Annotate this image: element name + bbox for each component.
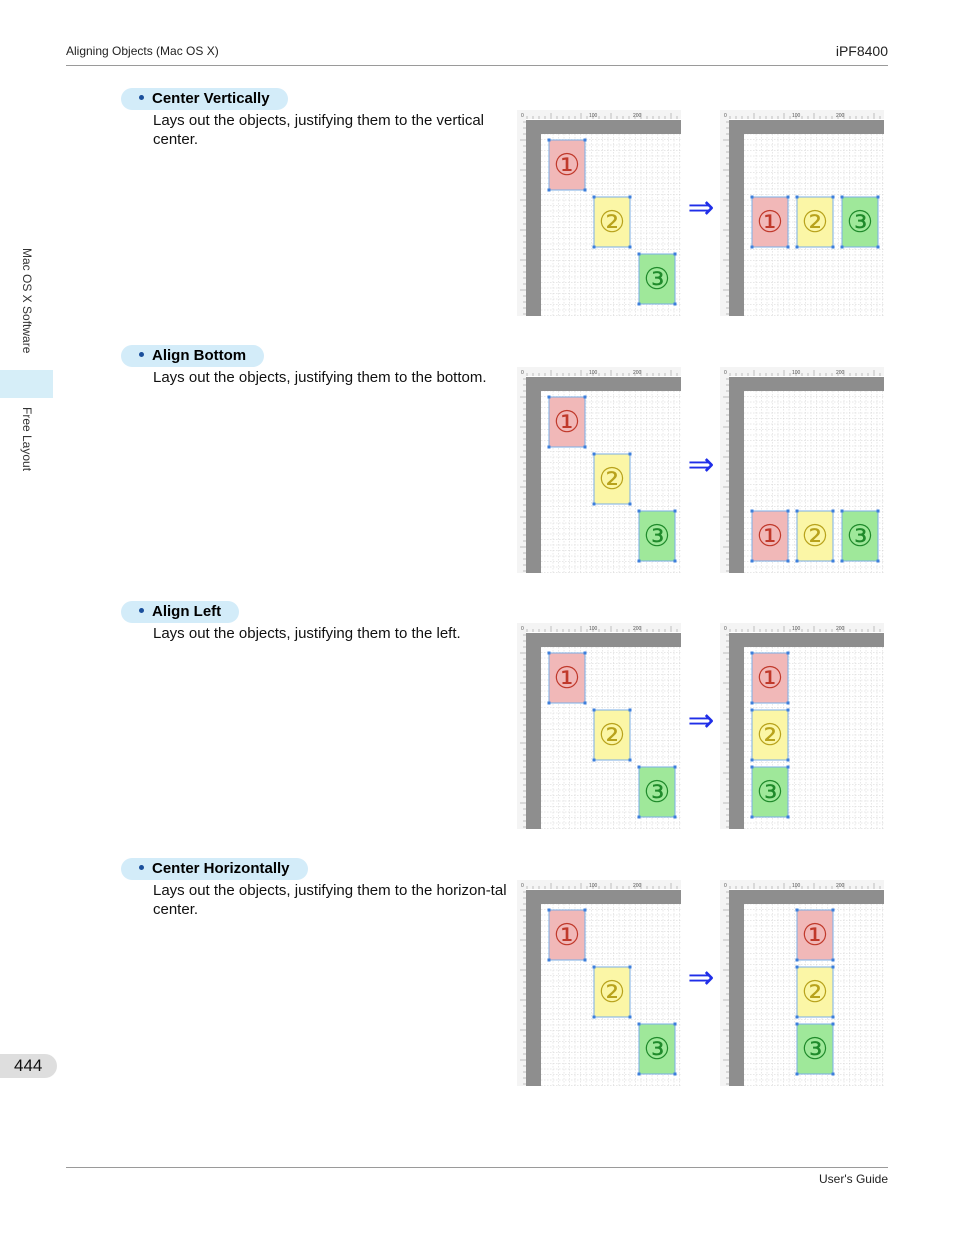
selection-handle: [796, 909, 799, 912]
selection-handle: [787, 510, 790, 513]
section-title: Center Horizontally: [152, 860, 290, 877]
selection-handle: [584, 189, 587, 192]
layout-object-2: [796, 510, 835, 563]
after-layout-window: [720, 110, 884, 316]
section-title: Align Bottom: [152, 347, 247, 364]
after-layout-window: [720, 367, 884, 573]
ruler-label: 0: [521, 113, 524, 119]
selection-handle: [787, 652, 790, 655]
layout-object-1: [548, 139, 587, 192]
selection-handle: [548, 959, 551, 962]
selection-handle: [751, 709, 754, 712]
layout-object-3: [638, 1023, 677, 1076]
selection-handle: [787, 196, 790, 199]
section-description: Lays out the objects, justifying them to the left.: [153, 625, 461, 642]
section-center-vertically: [120, 88, 890, 333]
page-margin-left: [526, 633, 541, 829]
selection-handle: [832, 196, 835, 199]
layout-object-1: [548, 652, 587, 705]
selection-handle: [593, 709, 596, 712]
selection-handle: [796, 196, 799, 199]
object-number: ②: [598, 718, 626, 753]
selection-handle: [796, 966, 799, 969]
page-margin-left: [526, 377, 541, 573]
alignment-figure: [517, 367, 885, 575]
object-number: ①: [553, 148, 581, 183]
arrow-icon: ⇒: [687, 445, 715, 483]
side-ruler: [517, 110, 526, 316]
selection-handle: [548, 652, 551, 655]
selection-handle: [832, 1023, 835, 1026]
selection-handle: [548, 909, 551, 912]
layout-object-3: [638, 510, 677, 563]
ruler-label: 200: [633, 883, 642, 889]
object-number: ①: [553, 661, 581, 696]
layout-object-1: [751, 652, 790, 705]
object-number: ③: [846, 205, 874, 240]
selection-handle: [796, 1023, 799, 1026]
window-canvas: [720, 623, 884, 829]
object-number: ②: [598, 462, 626, 497]
section-heading: [121, 858, 308, 880]
layout-object-3: [638, 766, 677, 819]
selection-handle: [832, 966, 835, 969]
selection-handle: [796, 1016, 799, 1019]
selection-handle: [796, 1073, 799, 1076]
object-number: ③: [756, 775, 784, 810]
ruler-label: 0: [521, 370, 524, 376]
selection-handle: [841, 196, 844, 199]
side-ruler: [517, 367, 526, 573]
selection-handle: [584, 702, 587, 705]
section-description: Lays out the objects, justifying them to the horizon-tal center.: [153, 882, 507, 918]
ruler-label: 200: [633, 113, 642, 119]
selection-handle: [674, 560, 677, 563]
selection-handle: [832, 560, 835, 563]
side-ruler: [720, 367, 729, 573]
selection-handle: [751, 816, 754, 819]
ruler-label: 100: [792, 626, 801, 632]
section-description: Lays out the objects, justifying them to the bottom.: [153, 369, 487, 386]
before-layout-window: [517, 367, 681, 573]
object-number: ③: [846, 519, 874, 554]
object-number: ①: [801, 918, 829, 953]
selection-handle: [674, 303, 677, 306]
selection-handle: [674, 766, 677, 769]
page-margin-top: [729, 377, 884, 391]
alignment-figure: [517, 623, 885, 831]
sidebar-chapter-label: Mac OS X Software: [20, 248, 34, 354]
selection-handle: [629, 453, 632, 456]
selection-handle: [584, 652, 587, 655]
before-layout-window: [517, 880, 681, 1086]
selection-handle: [832, 959, 835, 962]
running-header-model: iPF8400: [835, 43, 888, 59]
ruler-label: 0: [724, 626, 727, 632]
page-number: 444: [0, 1054, 57, 1078]
section-align-bottom: [120, 345, 890, 590]
selection-handle: [629, 1016, 632, 1019]
selection-handle: [787, 560, 790, 563]
page-margin-left: [729, 377, 744, 573]
selection-handle: [841, 246, 844, 249]
layout-object-2: [751, 709, 790, 762]
object-number: ③: [643, 1032, 671, 1067]
selection-handle: [787, 246, 790, 249]
selection-handle: [751, 560, 754, 563]
selection-handle: [674, 510, 677, 513]
layout-object-2: [796, 966, 835, 1019]
selection-handle: [674, 253, 677, 256]
ruler-label: 0: [521, 883, 524, 889]
page-margin-top: [729, 120, 884, 134]
page-margin-left: [526, 890, 541, 1086]
selection-handle: [638, 253, 641, 256]
object-number: ①: [756, 205, 784, 240]
layout-object-3: [638, 253, 677, 306]
selection-handle: [629, 196, 632, 199]
selection-handle: [877, 246, 880, 249]
layout-object-3: [751, 766, 790, 819]
section-title: Align Left: [152, 603, 222, 620]
ruler-label: 100: [589, 370, 598, 376]
footer-guide-title: User's Guide: [819, 1172, 888, 1186]
selection-handle: [674, 1023, 677, 1026]
selection-handle: [638, 303, 641, 306]
ruler-label: 100: [792, 883, 801, 889]
object-number: ①: [756, 661, 784, 696]
selection-handle: [548, 189, 551, 192]
object-number: ②: [598, 205, 626, 240]
ruler-label: 200: [633, 626, 642, 632]
ruler-label: 0: [724, 883, 727, 889]
selection-handle: [787, 816, 790, 819]
ruler-label: 0: [521, 626, 524, 632]
selection-handle: [593, 759, 596, 762]
object-number: ②: [801, 975, 829, 1010]
section-heading: [121, 345, 264, 367]
layout-object-3: [841, 510, 880, 563]
selection-handle: [638, 766, 641, 769]
ruler-label: 200: [633, 370, 642, 376]
layout-object-2: [593, 966, 632, 1019]
selection-handle: [629, 759, 632, 762]
selection-handle: [593, 966, 596, 969]
selection-handle: [548, 139, 551, 142]
selection-handle: [751, 652, 754, 655]
selection-handle: [832, 246, 835, 249]
selection-handle: [796, 510, 799, 513]
ruler-label: 200: [836, 626, 845, 632]
page-margin-left: [729, 890, 744, 1086]
running-header-section: Aligning Objects (Mac OS X): [66, 44, 219, 58]
bullet-icon: [139, 865, 144, 870]
selection-handle: [674, 816, 677, 819]
layout-object-2: [796, 196, 835, 249]
selection-handle: [751, 759, 754, 762]
layout-object-2: [593, 196, 632, 249]
object-number: ②: [756, 718, 784, 753]
page-margin-top: [729, 890, 884, 904]
selection-handle: [638, 510, 641, 513]
page-margin-top: [729, 633, 884, 647]
selection-handle: [638, 816, 641, 819]
selection-handle: [629, 966, 632, 969]
section-description: Lays out the objects, justifying them to the vertical center.: [153, 112, 485, 148]
selection-handle: [877, 510, 880, 513]
selection-handle: [638, 560, 641, 563]
selection-handle: [751, 246, 754, 249]
selection-handle: [751, 702, 754, 705]
object-number: ①: [756, 519, 784, 554]
arrow-icon: ⇒: [687, 188, 715, 226]
selection-handle: [629, 503, 632, 506]
sidebar-active-tab: [0, 370, 53, 398]
ruler-label: 200: [836, 370, 845, 376]
selection-handle: [787, 709, 790, 712]
page-margin-top: [526, 633, 681, 647]
selection-handle: [674, 1073, 677, 1076]
layout-object-1: [548, 396, 587, 449]
selection-handle: [629, 709, 632, 712]
selection-handle: [593, 1016, 596, 1019]
page-margin-top: [526, 377, 681, 391]
layout-object-1: [548, 909, 587, 962]
page-margin-top: [526, 890, 681, 904]
selection-handle: [548, 446, 551, 449]
alignment-figure: [517, 110, 885, 318]
selection-handle: [832, 909, 835, 912]
ruler-label: 0: [724, 370, 727, 376]
bullet-icon: [139, 352, 144, 357]
side-ruler: [720, 623, 729, 829]
selection-handle: [787, 766, 790, 769]
ruler-label: 200: [836, 883, 845, 889]
selection-handle: [877, 560, 880, 563]
selection-handle: [787, 759, 790, 762]
layout-object-1: [751, 510, 790, 563]
arrow-icon: ⇒: [687, 701, 715, 739]
selection-handle: [584, 446, 587, 449]
selection-handle: [751, 196, 754, 199]
page-margin-left: [526, 120, 541, 316]
ruler-label: 100: [589, 883, 598, 889]
layout-object-2: [593, 709, 632, 762]
selection-handle: [638, 1023, 641, 1026]
selection-handle: [638, 1073, 641, 1076]
object-number: ③: [643, 262, 671, 297]
object-number: ②: [801, 519, 829, 554]
selection-handle: [584, 959, 587, 962]
object-number: ③: [643, 519, 671, 554]
selection-handle: [751, 766, 754, 769]
selection-handle: [877, 196, 880, 199]
side-ruler: [517, 880, 526, 1086]
side-ruler: [720, 110, 729, 316]
layout-object-3: [841, 196, 880, 249]
selection-handle: [841, 560, 844, 563]
page-margin-top: [526, 120, 681, 134]
selection-handle: [832, 1016, 835, 1019]
bullet-icon: [139, 95, 144, 100]
selection-handle: [787, 702, 790, 705]
sidebar-subchapter-label: Free Layout: [20, 407, 34, 472]
selection-handle: [832, 1073, 835, 1076]
ruler-label: 100: [792, 370, 801, 376]
side-ruler: [517, 623, 526, 829]
ruler-label: 200: [836, 113, 845, 119]
object-number: ②: [801, 205, 829, 240]
selection-handle: [548, 702, 551, 705]
selection-handle: [584, 139, 587, 142]
before-layout-window: [517, 110, 681, 316]
object-number: ②: [598, 975, 626, 1010]
before-layout-window: [517, 623, 681, 829]
object-number: ③: [801, 1032, 829, 1067]
object-number: ①: [553, 918, 581, 953]
layout-object-3: [796, 1023, 835, 1076]
after-layout-window: [720, 623, 884, 829]
selection-handle: [629, 246, 632, 249]
section-heading: [121, 88, 288, 110]
layout-object-2: [593, 453, 632, 506]
layout-object-1: [796, 909, 835, 962]
selection-handle: [584, 396, 587, 399]
section-title: Center Vertically: [152, 90, 270, 107]
selection-handle: [796, 959, 799, 962]
selection-handle: [841, 510, 844, 513]
section-heading: [121, 601, 239, 623]
selection-handle: [548, 396, 551, 399]
ruler-label: 100: [589, 113, 598, 119]
ruler-label: 100: [589, 626, 598, 632]
selection-handle: [832, 510, 835, 513]
selection-handle: [796, 560, 799, 563]
selection-handle: [584, 909, 587, 912]
selection-handle: [796, 246, 799, 249]
bullet-icon: [139, 608, 144, 613]
section-center-horizontally: [120, 858, 890, 1103]
footer-rule: [66, 1167, 888, 1168]
side-ruler: [720, 880, 729, 1086]
page-margin-left: [729, 120, 744, 316]
header-rule: [66, 65, 888, 66]
after-layout-window: [720, 880, 884, 1086]
page-margin-left: [729, 633, 744, 829]
selection-handle: [593, 503, 596, 506]
ruler-label: 0: [724, 113, 727, 119]
selection-handle: [593, 196, 596, 199]
ruler-label: 100: [792, 113, 801, 119]
arrow-icon: ⇒: [687, 958, 715, 996]
object-number: ①: [553, 405, 581, 440]
alignment-figure: [517, 880, 885, 1088]
selection-handle: [593, 453, 596, 456]
selection-handle: [593, 246, 596, 249]
section-align-left: [120, 601, 890, 846]
layout-object-1: [751, 196, 790, 249]
object-number: ③: [643, 775, 671, 810]
selection-handle: [751, 510, 754, 513]
